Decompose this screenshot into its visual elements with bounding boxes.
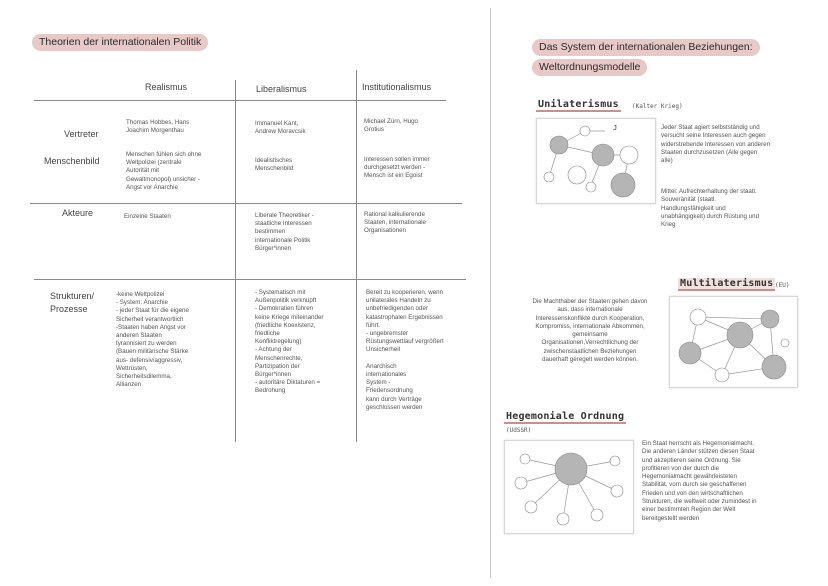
cell-vertreter-institutionalismus: Michael Zürn, Hugo Grotius — [364, 118, 418, 134]
page-divider — [490, 8, 491, 578]
row-label-vertreter: Vertreter — [64, 129, 99, 139]
cell-akteure-realismus: Einzelne Staaten — [124, 213, 171, 220]
unilateral-diagram-mark: J — [613, 124, 618, 132]
hegemonial-diagram-svg — [505, 441, 633, 533]
hegemonial-heading-text: Hegemoniale Ordnung — [506, 411, 625, 422]
cell-strukturen-realismus: -keine Weltpolizei - System: Anarchie - jeder Staat für die eigene Sicherheit verantwortlich -Staaten haben Angst vor anderen Staaten tyrannisiert zu werden (Bauen militärische Stärke aus- defensiv/aggressiv, Wettrüsten, Sicherheitsdilemma, Allianzen — [116, 291, 189, 389]
unilateral-note: (Kalter Krieg) — [632, 103, 683, 110]
unilateral-diagram — [536, 118, 656, 204]
multilateral-diagram-svg — [670, 297, 797, 387]
row-label-akteure: Akteure — [62, 208, 94, 218]
cell-menschenbild-realismus: Menschen fühlen sich ohne Weltpolizei (zentrale Autorität mit Gewaltmonopol) unsicher - Angst vor Anarchie — [126, 151, 202, 191]
cell-akteure-liberalismus: Liberale Theoretiker - staatliche Interessen bestimmen internationale Politik Bürger*innen — [255, 212, 314, 252]
row-divider-akteure — [30, 203, 462, 204]
row-divider-header — [34, 100, 446, 101]
col-header-institutionalismus: Institutionalismus — [362, 82, 432, 92]
left-page-title: Theorien der internationalen Politik — [32, 34, 208, 51]
cell-strukturen-liberalismus: - Systematisch mit Außenpolitik verknüpft - Demokratien führen keine Kriege miteinander (friedliche Koexistenz, friedliche Konfliktregelung) - Achtung der Menschenrechte, Partizipation der Bürger*innen - autoritäre Diktaturen = Bedrohung — [255, 289, 324, 395]
cell-akteure-institutionalismus: Rational kalkulierende Staaten, internationale Organisationen — [364, 211, 426, 235]
hegemonial-diagram — [504, 440, 634, 534]
cell-menschenbild-liberalismus: Idealistisches Menschenbild — [255, 157, 294, 173]
unilateral-heading — [536, 99, 621, 112]
row-label-menschenbild: Menschenbild — [44, 156, 100, 166]
right-page-title-line2: Weltordnungsmodelle — [532, 59, 647, 76]
col-header-liberalismus: Liberalismus — [256, 84, 307, 94]
multilateral-text: Die Machthaber der Staaten gehen davon aus, dass internationale Interessenskonflikte durch Kooperation, Kompromiss, internationale Abkommen, gemeinsame Organisationen,Verrechtlichung der zwischenstaatlichen Beziehungen dauerhaft geregelt werden können. — [532, 298, 648, 364]
row-label-strukturen: Strukturen/ Prozesse — [50, 291, 95, 314]
unilateral-diagram-svg — [537, 119, 655, 203]
unilateral-text-2: Mittel: Aufrechterhaltung der staatl. Souveränität (staatl. Handlungsfähigkeit und unabhängigkeit) durch Rüstung und Krieg — [661, 188, 760, 229]
col-header-realismus: Realismus — [145, 82, 188, 92]
cell-menschenbild-institutionalismus: Interessen sollen immer durchgesetzt werden - Mensch ist ein Egoist — [364, 156, 430, 180]
hegemonial-note: (UdSSR) — [506, 427, 532, 434]
hegemonial-heading — [504, 411, 626, 424]
cell-strukturen-institutionalismus: Bereit zu kooperieren, wenn unilaterales Handeln zu unbefriedigenden oder katastrophalen Ergebnissen führt. - ungebremster Rüstungswettlauf vergrößert Unsicherheit Anarchisch internationales System - Friedensordnung kann durch Verträge geschlossen werden — [366, 289, 444, 411]
multilateral-note: (EU) — [775, 282, 790, 289]
multilateral-heading-text: Multilaterismus — [680, 278, 774, 289]
cell-vertreter-liberalismus: Immanuel Kant, Andrew Moravcsik — [255, 120, 306, 136]
right-page — [492, 0, 828, 586]
right-page-title-line1: Das System der internationalen Beziehungen: — [532, 39, 760, 56]
unilateral-heading-text: Unilaterismus — [538, 99, 619, 110]
unilateral-text-1: Jeder Staat agiert selbstständig und versucht seine Interessen auch gegen widerstrebende Interessen von anderen Staaten durchzusetzen (Alle gegen alle) — [661, 124, 771, 165]
row-divider-strukturen — [34, 279, 466, 280]
multilateral-heading — [678, 278, 775, 291]
hegemonial-text: Ein Staat herrscht als Hegemonialmacht. Die anderen Länder stützen diesen Staat und akzeptieren seine Ordnung. Sie profitieren von der durch die Hegemonialmacht gewährleisteten Stabilität, vom durch sie geschaffenen Frieden und von den wirtschaftlichen Strukturen, die weltweit oder zumindest in einer bestimmten Region der Welt bereitgestellt werden — [642, 440, 757, 522]
multilateral-diagram — [669, 296, 798, 388]
cell-vertreter-realismus: Thomas Hobbes, Hans Joachim Morgenthau — [126, 119, 190, 135]
